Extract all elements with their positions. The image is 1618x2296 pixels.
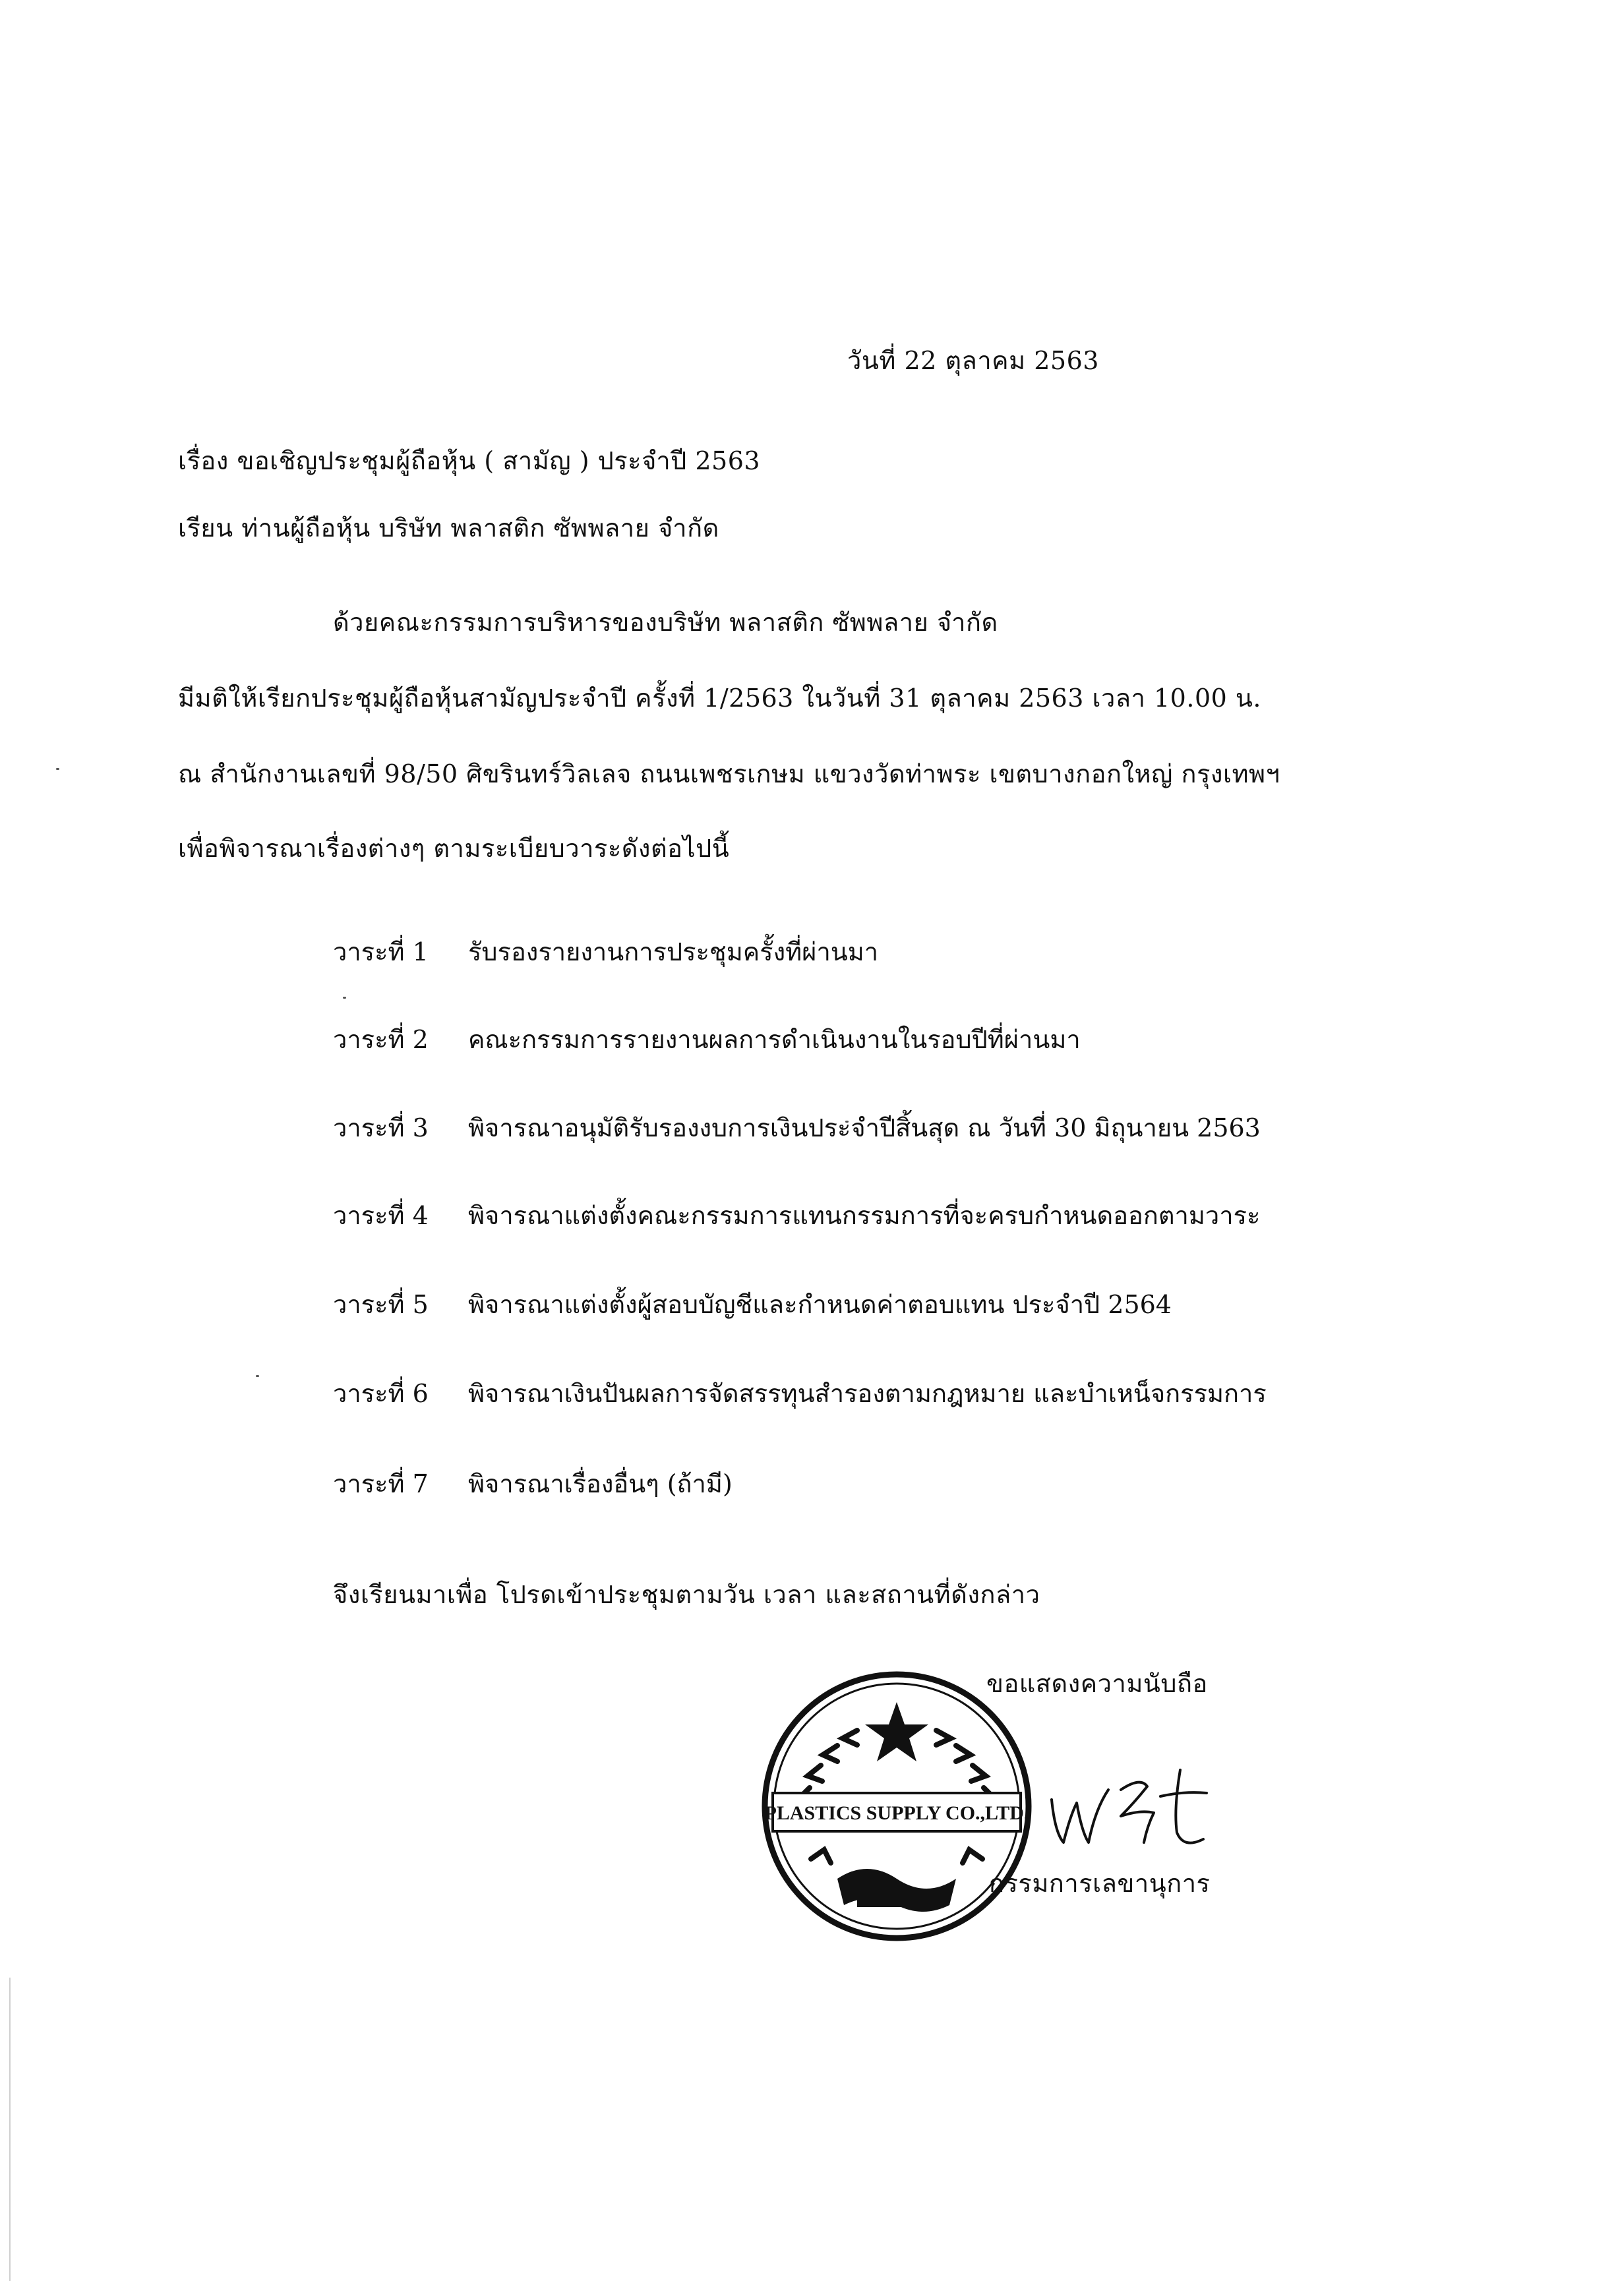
scan-speck (343, 997, 346, 999)
regards-text: ขอแสดงความนับถือ (986, 1669, 1208, 1698)
handwritten-signature (1045, 1753, 1230, 1859)
agenda-item (333, 1381, 1267, 1406)
scan-speck (56, 768, 59, 770)
scan-speck (256, 1375, 259, 1377)
scan-edge-mark (9, 1978, 11, 2281)
agenda-text: พิจารณาแต่งตั้งคณะกรรมการแทนกรรมการที่จะครบกำหนดออกตามวาระ (468, 1201, 1261, 1230)
agenda-number: วาระที่ 1 (333, 937, 429, 966)
agenda-text: คณะกรรมการรายงานผลการดำเนินงานในรอบปีที่ผ่านมา (468, 1025, 1081, 1054)
agenda-number: วาระที่ 2 (333, 1025, 429, 1054)
agenda-text: รับรองรายงานการประชุมครั้งที่ผ่านมา (468, 937, 879, 966)
agenda-item (333, 939, 878, 964)
signatory-position: กรรมการเลขานุการ (989, 1869, 1211, 1898)
agenda-item (333, 1471, 733, 1496)
body-paragraph-line-2: มีมติให้เรียกประชุมผู้ถือหุ้นสามัญประจำปี ครั้งที่ 1/2563 ในวันที่ 31 ตุลาคม 2563 เวลา 10.00 น. (178, 684, 1261, 713)
agenda-text: พิจารณาแต่งตั้งผู้สอบบัญชีและกำหนดค่าตอบแทน ประจำปี 2564 (468, 1290, 1172, 1319)
body-paragraph-line-4: เพื่อพิจารณาเรื่องต่างๆ ตามระเบียบวาระดังต่อไปนี้ (178, 834, 730, 863)
agenda-item (333, 1115, 1261, 1140)
star-icon (865, 1702, 928, 1761)
agenda-text: พิจารณาเงินปันผลการจัดสรรทุนสำรองตามกฎหมาย และบำเหน็จกรรมการ (468, 1379, 1267, 1408)
agenda-number: วาระที่ 6 (333, 1379, 429, 1408)
letter-date: วันที่ 22 ตุลาคม 2563 (847, 346, 1099, 375)
agenda-number: วาระที่ 7 (333, 1469, 429, 1498)
agenda-number: วาระที่ 3 (333, 1113, 429, 1142)
body-paragraph-line-1: ด้วยคณะกรรมการบริหารของบริษัท พลาสติก ซัพพลาย จำกัด (333, 608, 998, 637)
closing-sentence: จึงเรียนมาเพื่อ โปรดเข้าประชุมตามวัน เวลา และสถานที่ดังกล่าว (333, 1580, 1040, 1609)
letter-addressee: เรียน ท่านผู้ถือหุ้น บริษัท พลาสติก ซัพพลาย จำกัด (178, 514, 719, 543)
body-paragraph-line-3: ณ สำนักงานเลขที่ 98/50 ศิขรินทร์วิลเลจ ถนนเพชรเกษม แขวงวัดท่าพระ เขตบางกอกใหญ่ กรุงเทพฯ (178, 759, 1280, 788)
agenda-item (333, 1027, 1081, 1052)
agenda-text: พิจารณาอนุมัติรับรองงบการเงินประจำปีสิ้นสุด ณ วันที่ 30 มิถุนายน 2563 (468, 1113, 1261, 1142)
agenda-text: พิจารณาเรื่องอื่นๆ (ถ้ามี) (468, 1469, 733, 1498)
agenda-item (333, 1292, 1172, 1317)
agenda-number: วาระที่ 4 (333, 1201, 429, 1230)
stamp-text: PLASTICS SUPPLY CO.,LTD. (764, 1802, 1029, 1824)
agenda-number: วาระที่ 5 (333, 1290, 429, 1319)
letter-subject: เรื่อง ขอเชิญประชุมผู้ถือหุ้น ( สามัญ ) ประจำปี 2563 (178, 446, 761, 475)
company-seal-stamp (758, 1668, 1035, 1945)
agenda-item (333, 1203, 1260, 1228)
